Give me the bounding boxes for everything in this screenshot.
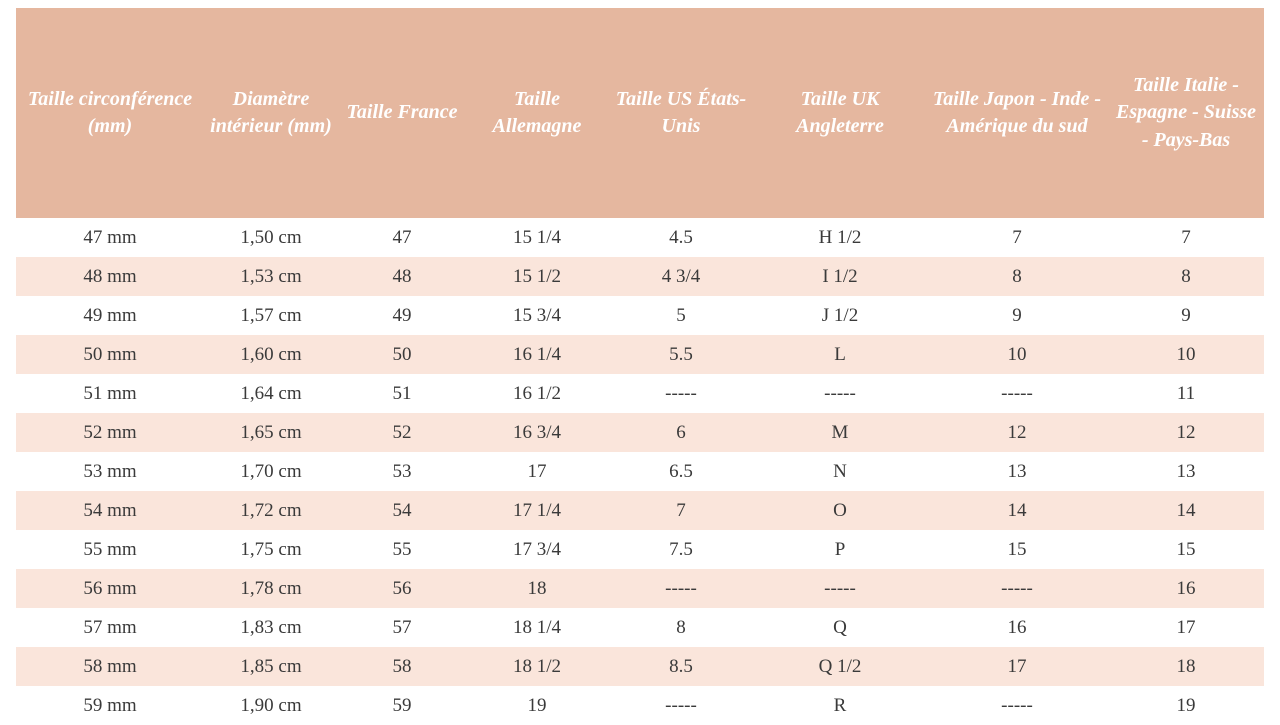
cell-circumference: 54 mm xyxy=(16,491,204,530)
cell-circumference: 52 mm xyxy=(16,413,204,452)
cell-italy: 19 xyxy=(1108,686,1264,725)
cell-uk: H 1/2 xyxy=(754,218,926,257)
cell-uk: J 1/2 xyxy=(754,296,926,335)
cell-circumference: 59 mm xyxy=(16,686,204,725)
cell-circumference: 49 mm xyxy=(16,296,204,335)
cell-france: 53 xyxy=(338,452,466,491)
cell-circumference: 50 mm xyxy=(16,335,204,374)
cell-italy: 14 xyxy=(1108,491,1264,530)
cell-france: 54 xyxy=(338,491,466,530)
cell-germany: 15 1/2 xyxy=(466,257,608,296)
cell-japan: 10 xyxy=(926,335,1108,374)
column-header-italy-spain-switzerland-netherlands: Taille Italie - Espagne - Suisse - Pays-Bas xyxy=(1108,8,1264,218)
cell-france: 59 xyxy=(338,686,466,725)
table-row xyxy=(16,452,1264,491)
cell-circumference: 48 mm xyxy=(16,257,204,296)
table-body xyxy=(16,218,1264,725)
table-row xyxy=(16,374,1264,413)
cell-italy: 11 xyxy=(1108,374,1264,413)
table-row xyxy=(16,413,1264,452)
table-row xyxy=(16,257,1264,296)
cell-us: ----- xyxy=(608,374,754,413)
cell-circumference: 58 mm xyxy=(16,647,204,686)
column-header-japan-india-south-america: Taille Japon - Inde - Amérique du sud xyxy=(926,8,1108,218)
cell-japan: 17 xyxy=(926,647,1108,686)
cell-japan: 16 xyxy=(926,608,1108,647)
cell-france: 58 xyxy=(338,647,466,686)
cell-us: 4.5 xyxy=(608,218,754,257)
cell-us: 6.5 xyxy=(608,452,754,491)
cell-germany: 19 xyxy=(466,686,608,725)
cell-circumference: 56 mm xyxy=(16,569,204,608)
cell-us: 8.5 xyxy=(608,647,754,686)
cell-inner-diameter: 1,60 cm xyxy=(204,335,338,374)
table-row xyxy=(16,491,1264,530)
table-header-row xyxy=(16,8,1264,218)
cell-japan: 9 xyxy=(926,296,1108,335)
cell-circumference: 55 mm xyxy=(16,530,204,569)
ring-size-table xyxy=(16,8,1264,725)
cell-uk: O xyxy=(754,491,926,530)
cell-us: 5 xyxy=(608,296,754,335)
cell-us: 8 xyxy=(608,608,754,647)
cell-france: 47 xyxy=(338,218,466,257)
cell-germany: 18 1/4 xyxy=(466,608,608,647)
cell-inner-diameter: 1,78 cm xyxy=(204,569,338,608)
cell-inner-diameter: 1,53 cm xyxy=(204,257,338,296)
column-header-germany: Taille Allemagne xyxy=(466,8,608,218)
cell-italy: 17 xyxy=(1108,608,1264,647)
cell-uk: P xyxy=(754,530,926,569)
cell-circumference: 51 mm xyxy=(16,374,204,413)
table-header xyxy=(16,8,1264,218)
cell-japan: ----- xyxy=(926,569,1108,608)
cell-us: 7 xyxy=(608,491,754,530)
column-header-us: Taille US États-Unis xyxy=(608,8,754,218)
cell-inner-diameter: 1,72 cm xyxy=(204,491,338,530)
cell-france: 52 xyxy=(338,413,466,452)
cell-inner-diameter: 1,65 cm xyxy=(204,413,338,452)
cell-inner-diameter: 1,83 cm xyxy=(204,608,338,647)
cell-france: 49 xyxy=(338,296,466,335)
cell-japan: 8 xyxy=(926,257,1108,296)
cell-inner-diameter: 1,70 cm xyxy=(204,452,338,491)
cell-germany: 17 xyxy=(466,452,608,491)
cell-japan: 7 xyxy=(926,218,1108,257)
cell-germany: 15 1/4 xyxy=(466,218,608,257)
cell-inner-diameter: 1,85 cm xyxy=(204,647,338,686)
cell-japan: ----- xyxy=(926,686,1108,725)
cell-inner-diameter: 1,64 cm xyxy=(204,374,338,413)
cell-inner-diameter: 1,75 cm xyxy=(204,530,338,569)
cell-us: ----- xyxy=(608,686,754,725)
cell-france: 51 xyxy=(338,374,466,413)
cell-uk: N xyxy=(754,452,926,491)
cell-france: 55 xyxy=(338,530,466,569)
cell-japan: 13 xyxy=(926,452,1108,491)
table-row xyxy=(16,569,1264,608)
cell-circumference: 53 mm xyxy=(16,452,204,491)
cell-circumference: 47 mm xyxy=(16,218,204,257)
column-header-france: Taille France xyxy=(338,8,466,218)
cell-japan: ----- xyxy=(926,374,1108,413)
cell-us: 7.5 xyxy=(608,530,754,569)
cell-uk: M xyxy=(754,413,926,452)
cell-us: 4 3/4 xyxy=(608,257,754,296)
cell-japan: 12 xyxy=(926,413,1108,452)
cell-germany: 18 xyxy=(466,569,608,608)
cell-inner-diameter: 1,57 cm xyxy=(204,296,338,335)
cell-italy: 15 xyxy=(1108,530,1264,569)
cell-uk: L xyxy=(754,335,926,374)
table-row xyxy=(16,686,1264,725)
cell-france: 48 xyxy=(338,257,466,296)
table-row xyxy=(16,530,1264,569)
cell-uk: Q 1/2 xyxy=(754,647,926,686)
cell-france: 57 xyxy=(338,608,466,647)
cell-inner-diameter: 1,50 cm xyxy=(204,218,338,257)
cell-uk: Q xyxy=(754,608,926,647)
cell-us: 6 xyxy=(608,413,754,452)
table-row xyxy=(16,218,1264,257)
cell-uk: R xyxy=(754,686,926,725)
cell-germany: 17 3/4 xyxy=(466,530,608,569)
cell-us: 5.5 xyxy=(608,335,754,374)
table-row xyxy=(16,608,1264,647)
cell-france: 56 xyxy=(338,569,466,608)
cell-italy: 8 xyxy=(1108,257,1264,296)
cell-germany: 16 3/4 xyxy=(466,413,608,452)
cell-us: ----- xyxy=(608,569,754,608)
cell-germany: 16 1/2 xyxy=(466,374,608,413)
column-header-uk: Taille UK Angleterre xyxy=(754,8,926,218)
cell-germany: 17 1/4 xyxy=(466,491,608,530)
cell-italy: 18 xyxy=(1108,647,1264,686)
column-header-circumference: Taille circonférence (mm) xyxy=(16,8,204,218)
cell-italy: 7 xyxy=(1108,218,1264,257)
cell-uk: ----- xyxy=(754,374,926,413)
cell-germany: 16 1/4 xyxy=(466,335,608,374)
cell-italy: 16 xyxy=(1108,569,1264,608)
cell-france: 50 xyxy=(338,335,466,374)
cell-japan: 14 xyxy=(926,491,1108,530)
cell-italy: 12 xyxy=(1108,413,1264,452)
cell-uk: I 1/2 xyxy=(754,257,926,296)
column-header-inner-diameter: Diamètre intérieur (mm) xyxy=(204,8,338,218)
table-row xyxy=(16,296,1264,335)
table-row xyxy=(16,335,1264,374)
table-row xyxy=(16,647,1264,686)
cell-japan: 15 xyxy=(926,530,1108,569)
cell-inner-diameter: 1,90 cm xyxy=(204,686,338,725)
cell-germany: 18 1/2 xyxy=(466,647,608,686)
cell-italy: 9 xyxy=(1108,296,1264,335)
cell-germany: 15 3/4 xyxy=(466,296,608,335)
cell-circumference: 57 mm xyxy=(16,608,204,647)
cell-italy: 10 xyxy=(1108,335,1264,374)
cell-italy: 13 xyxy=(1108,452,1264,491)
cell-uk: ----- xyxy=(754,569,926,608)
